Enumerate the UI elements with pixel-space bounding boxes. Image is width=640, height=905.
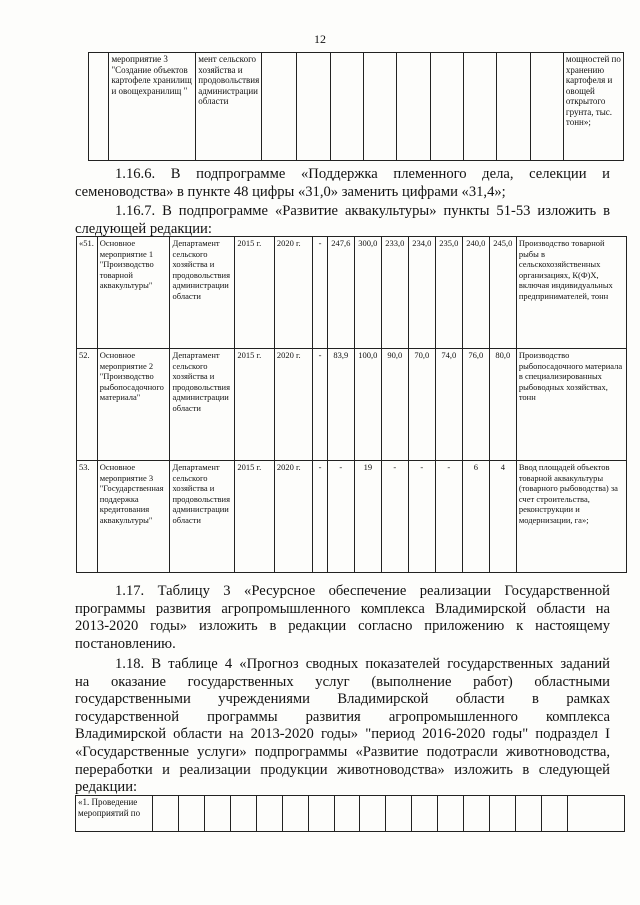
value-cell: - (313, 349, 328, 461)
paragraph-line: на оказание государственных услуг (выполнение работ) областными (75, 673, 610, 690)
paragraph-line: 1.16.7. В подпрограмме «Развитие аквакультуры» пункты 51-53 изложить в (115, 203, 610, 219)
row-number: «51. (77, 237, 98, 349)
start-year: 2015 г. (235, 349, 274, 461)
paragraph-line: 2013-2020 годы» изложить в редакции согласно приложению к настоящему (75, 618, 610, 635)
indicator: Производство рыбопосадочного материала в специализированных рыбоводных хозяйствах, тонн (516, 349, 626, 461)
end-year: 2020 г. (274, 461, 312, 573)
paragraph-line: редакции: (75, 779, 138, 796)
paragraph-line: следующей редакции: (75, 220, 212, 237)
top-cell-dept: мент сельского хозяйства и продовольствия администрации области (196, 53, 262, 161)
value-cell: 4 (489, 461, 516, 573)
start-year: 2015 г. (235, 461, 274, 573)
page-number: 12 (314, 32, 326, 46)
bottom-table (75, 795, 625, 832)
value-cell: - (313, 461, 328, 573)
end-year: 2020 г. (274, 349, 312, 461)
event-name: Основное мероприятие 3 "Государственная поддержка кредитования аквакультуры" (97, 461, 170, 573)
aquaculture-table (76, 236, 627, 573)
paragraph-line: программы развития агропромышленного комплекса Владимирской области на (75, 600, 610, 617)
value-cell: 90,0 (381, 349, 408, 461)
paragraph-line: Владимирской области на 2013-2020 годы» "период 2016-2020 годы" подраздел I (75, 726, 610, 743)
department: Департамент сельского хозяйства и продовольствия администрации области (170, 461, 235, 573)
value-cell: - (327, 461, 354, 573)
start-year: 2015 г. (235, 237, 274, 349)
event-name: Основное мероприятие 1 "Производство товарной аквакультуры" (97, 237, 170, 349)
paragraph-line: «Государственные услуги» подпрограммы «Развитие подотрасли животноводства, (75, 743, 610, 760)
paragraph-line: 1.18. В таблице 4 «Прогноз сводных показателей государственных заданий (115, 656, 610, 672)
value-cell: 247,6 (327, 237, 354, 349)
value-cell: 245,0 (489, 237, 516, 349)
value-cell: 83,9 (327, 349, 354, 461)
paragraph-line: 1.16.6. В подпрограмме «Поддержка племенного дела, селекции и (115, 166, 610, 182)
department: Департамент сельского хозяйства и продовольствия администрации области (170, 349, 235, 461)
row-number: 52. (77, 349, 98, 461)
event-name: Основное мероприятие 2 "Производство рыбопосадочного материала" (97, 349, 170, 461)
value-cell: 80,0 (489, 349, 516, 461)
value-cell: 19 (354, 461, 381, 573)
value-cell: 240,0 (462, 237, 489, 349)
value-cell: 76,0 (462, 349, 489, 461)
value-cell: - (435, 461, 462, 573)
value-cell: 6 (462, 461, 489, 573)
value-cell: - (408, 461, 435, 573)
indicator: Производство товарной рыбы в сельскохозяйственных организациях, К(Ф)Х, включая индивидуальных предпринимателей, тонн (516, 237, 626, 349)
paragraph-1-17 (75, 583, 610, 653)
paragraph-1-16-6 (75, 166, 610, 201)
value-cell: 300,0 (354, 237, 381, 349)
top-cell-event: мероприятие 3 "Создание объектов картофеле хранилищ и овощехранилищ " (109, 53, 196, 161)
paragraph-line: государственной программы развития агропромышленного комплекса (75, 708, 610, 725)
value-cell: 100,0 (354, 349, 381, 461)
paragraph-line: переработки и реализации продукции животноводства» изложить в следующей (75, 761, 610, 778)
top-table (88, 52, 624, 161)
value-cell: 74,0 (435, 349, 462, 461)
table-row (77, 237, 627, 349)
department: Департамент сельского хозяйства и продовольствия администрации области (170, 237, 235, 349)
value-cell: - (381, 461, 408, 573)
paragraph-line: постановлению. (75, 635, 176, 652)
top-cell-empty (89, 53, 109, 161)
value-cell: - (313, 237, 328, 349)
paragraph-line: 1.17. Таблицу 3 «Ресурсное обеспечение реализации Государственной (115, 583, 610, 599)
bottom-first-cell: «1. Проведение мероприятий по (76, 796, 153, 832)
table-row (77, 461, 627, 573)
value-cell: 234,0 (408, 237, 435, 349)
paragraph-line: государственными учреждениями Владимирской области в рамках (75, 691, 610, 708)
row-number: 53. (77, 461, 98, 573)
table-row (77, 349, 627, 461)
paragraph-1-18 (75, 656, 610, 797)
indicator: Ввод площадей объектов товарной аквакультуры (товарного рыбоводства) за счет строительства, реконструкции и модернизации, га»; (516, 461, 626, 573)
value-cell: 70,0 (408, 349, 435, 461)
value-cell: 233,0 (381, 237, 408, 349)
top-cell-indicator: мощностей по хранению картофеля и овощей открытого грунта, тыс. тонн»; (563, 53, 623, 161)
end-year: 2020 г. (274, 237, 312, 349)
value-cell: 235,0 (435, 237, 462, 349)
paragraph-1-16-7 (75, 203, 610, 238)
paragraph-line: семеноводства» в пункте 48 цифры «31,0» заменить цифрами «31,4»; (75, 183, 506, 200)
